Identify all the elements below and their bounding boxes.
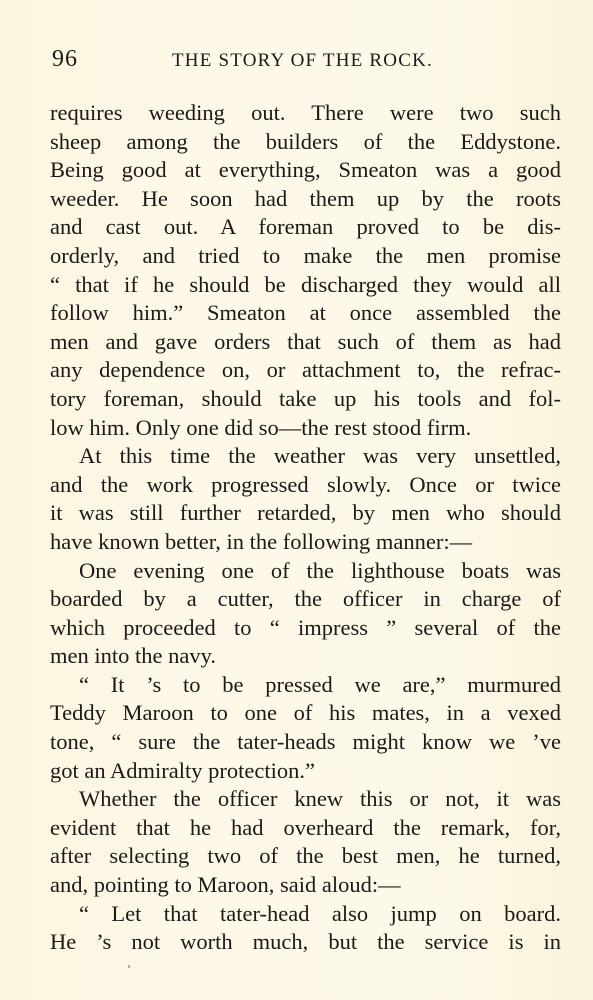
text-line: men into the navy. bbox=[50, 643, 217, 669]
text-line: Whether the officer knew this or not, it was bbox=[79, 786, 561, 812]
text-line: any dependence on, or attachment to, the refrac- bbox=[50, 357, 561, 383]
running-title: THE STORY OF THE ROCK. bbox=[172, 50, 433, 71]
text-line: One evening one of the lighthouse boats was bbox=[79, 557, 561, 583]
text-line: He ’s not worth much, but the service is in bbox=[50, 929, 561, 955]
text-line: Being good at everything, Smeaton was a good bbox=[50, 157, 561, 183]
text-line: evident that he had overheard the remark, for, bbox=[50, 814, 561, 840]
paper-speck bbox=[128, 965, 130, 968]
text-line: which proceeded to “ impress ” several of the bbox=[50, 614, 561, 640]
text-line: and the work progressed slowly. Once or twice bbox=[50, 471, 561, 497]
text-line: have known better, in the following manner:— bbox=[50, 528, 473, 554]
text-line: requires weeding out. There were two such bbox=[50, 100, 561, 125]
text-line: tone, “ sure the tater-heads might know we ’ve bbox=[50, 729, 561, 755]
text-line: boarded by a cutter, the officer in charge of bbox=[50, 586, 561, 612]
body-text bbox=[50, 99, 561, 957]
running-head bbox=[52, 44, 560, 76]
text-line: follow him.” Smeaton at once assembled the bbox=[50, 300, 561, 326]
text-line: sheep among the builders of the Eddystone. bbox=[50, 128, 561, 154]
text-line: weeder. He soon had them up by the roots bbox=[50, 185, 561, 211]
text-line: tory foreman, should take up his tools and fol- bbox=[50, 385, 561, 411]
text-line: “ It ’s to be pressed we are,” murmured bbox=[79, 671, 561, 697]
page-number: 96 bbox=[52, 46, 78, 72]
text-line: Teddy Maroon to one of his mates, in a vexed bbox=[50, 700, 561, 726]
text-line: after selecting two of the best men, he turned, bbox=[50, 843, 561, 869]
text-line: orderly, and tried to make the men promise bbox=[50, 242, 561, 268]
text-line: At this time the weather was very unsettled, bbox=[79, 443, 561, 469]
text-line: got an Admiralty protection.” bbox=[50, 757, 315, 783]
text-line: low him. Only one did so—the rest stood firm. bbox=[50, 414, 472, 440]
text-line: “ that if he should be discharged they would all bbox=[50, 271, 561, 297]
text-line: “ Let that tater-head also jump on board. bbox=[79, 900, 561, 926]
text-line: and, pointing to Maroon, said aloud:— bbox=[50, 872, 401, 898]
text-line: and cast out. A foreman proved to be dis- bbox=[50, 214, 561, 240]
text-line: men and gave orders that such of them as had bbox=[50, 328, 561, 354]
text-line: it was still further retarded, by men who should bbox=[50, 500, 561, 526]
